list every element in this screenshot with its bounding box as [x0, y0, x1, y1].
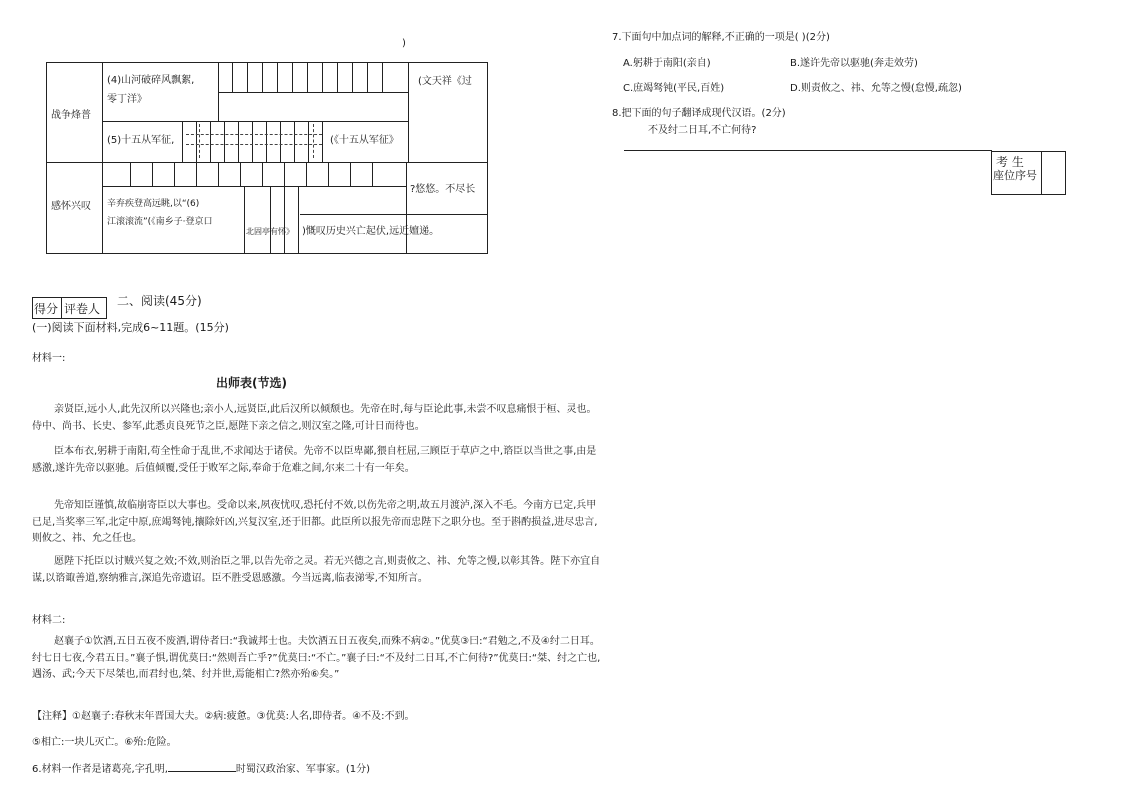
- q6-before: 6.材料一作者是诸葛亮,字孔明,: [32, 764, 168, 775]
- question-7-stem: 7.下面句中加点词的解释,不正确的一项是( )(2分): [612, 32, 830, 43]
- paragraph-1: 亲贤臣,远小人,此先汉所以兴隆也;亲小人,远贤臣,此后汉所以倾颓也。先帝在时,每与臣论此事,未尝不叹息痛恨于桓、灵也。侍中、尚书、长史、参军,此悉贞良死节之臣,愿陛下亲之信之,则汉室之隆,可计日而待也。: [32, 404, 597, 432]
- row-label-lament: 感怀兴叹: [51, 201, 91, 212]
- seat-label-1: 考 生: [996, 155, 1024, 169]
- notes-line-1: 【注释】①赵襄子:春秋末年晋国大夫。②病:疲惫。③优莫:人名,即侍者。④不及:不到。: [32, 711, 415, 722]
- row-label-war: 战争烽普: [51, 110, 91, 121]
- q8-sentence: 不及纣二日耳,不亡何待?: [648, 125, 757, 136]
- cell-wentianxiang: (文天祥《过: [418, 76, 472, 87]
- q7-option-b: B.遂许先帝以驱驰(奔走效劳): [790, 58, 918, 69]
- q7-option-c: C.庶竭驽钝(平民,百姓): [623, 83, 725, 94]
- table-col-divider: [102, 62, 103, 254]
- reviewer-label: 评卷人: [64, 302, 101, 316]
- q8-answer-line[interactable]: [624, 150, 992, 151]
- paragraph-2: 臣本布衣,躬耕于南阳,苟全性命于乱世,不求闻达于诸侯。先帝不以臣卑鄙,猥自枉屈,三顾臣于草庐之中,谘臣以当世之事,由是感激,遂许先帝以驱驰。后值倾覆,受任于败军之际,奉命于危难之间,尔来二十有一年矣。: [32, 446, 597, 474]
- seat-label-2: 座位序号: [993, 169, 1037, 182]
- material1-label: 材料一:: [32, 353, 66, 364]
- q7-option-a: A.躬耕于南阳(亲自): [623, 58, 711, 69]
- cell-xinqiji-1: 辛弃疾登高远眺,以“(6): [107, 199, 200, 209]
- material2-text: 赵襄子①饮酒,五日五夜不废酒,谓侍者曰:“我诚邦士也。夫饮酒五日五夜矣,而殊不病②。”优莫③曰:“君勉之,不及④纣二日耳。纣七日七夜,今君五日。”襄子惧,谓优莫曰:“然则吾亡乎?”优莫曰:“不亡。”襄子曰:“不及纣二日耳,不亡何待?”优莫曰:“桀、纣之亡也,遇汤、武;今天下尽桀也,而君纣也,桀、纣并世,焉能相亡?然亦殆⑥矣。”: [32, 636, 601, 680]
- score-label: 得分: [34, 302, 59, 316]
- cell-beigu: 北固亭有怀》: [246, 227, 294, 236]
- question-6: [32, 760, 370, 775]
- section-title: 二、阅读(45分): [117, 294, 202, 308]
- paragraph-3: 先帝知臣谨慎,故临崩寄臣以大事也。受命以来,夙夜忧叹,恐托付不效,以伤先帝之明,故五月渡泸,深入不毛。今南方已定,兵甲已足,当奖率三军,北定中原,庶竭驽钝,攘除奸凶,兴复汉室,还于旧都。此臣所以报先帝而忠陛下之职分也。至于斟酌损益,进尽忠言,则攸之、祎、允之任也。: [32, 500, 598, 544]
- q6-blank[interactable]: [168, 762, 236, 772]
- sub-title: (一)阅读下面材料,完成6~11题。(15分): [32, 321, 229, 334]
- top-paren: ): [402, 38, 406, 49]
- paragraph-4: 愿陛下托臣以讨贼兴复之效;不效,则治臣之罪,以告先帝之灵。若无兴德之言,则责攸之、祎、允等之慢,以彰其咎。陛下亦宜自谋,以谘诹善道,察纳雅言,深追先帝遗诏。臣不胜受恩感激。今当远离,临表涕零,不知所言。: [32, 556, 601, 584]
- cell-xinqiji-2: 江滚滚流”(《南乡子·登京口: [107, 217, 213, 227]
- cell-shanhe-2: 零丁洋》: [107, 94, 147, 105]
- cell-shiwu: (5)十五从军征,: [107, 135, 175, 146]
- q6-after: 时蜀汉政治家、军事家。(1分): [235, 764, 371, 775]
- passage-title: 出师表(节选): [216, 376, 287, 390]
- cell-jidi: )慨叹历史兴亡起伏,远近嬗递。: [302, 226, 440, 237]
- cell-youyou: ?悠悠。不尽长: [410, 184, 476, 195]
- q7-option-d: D.则责攸之、祎、允等之慢(怠慢,疏忽): [790, 83, 962, 94]
- cell-shanhe: (4)山河破碎风飘絮,: [107, 75, 195, 86]
- question-8-stem: 8.把下面的句子翻译成现代汉语。(2分): [612, 108, 786, 119]
- cell-shiwu-src: (《十五从军征》: [330, 135, 399, 146]
- notes-line-2: ⑤相亡:一块儿灭亡。⑥殆:危险。: [32, 737, 177, 748]
- material2-label: 材料二:: [32, 615, 66, 626]
